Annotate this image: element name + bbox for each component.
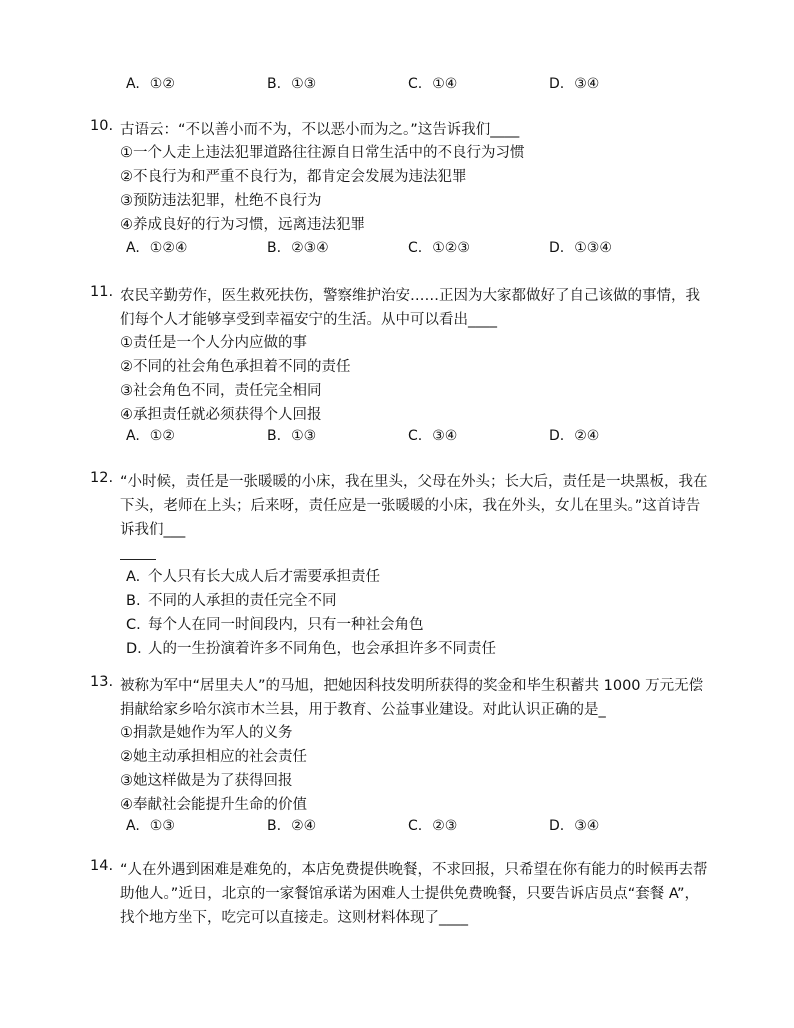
statement-2: ②不良行为和严重不良行为，都肯定会发展为违法犯罪 bbox=[120, 169, 467, 185]
question-stem: “人在外遇到困难是难免的，本店免费提供晚餐，不求回报，只希望在你有能力的时候再去帮助他人。”近日，北京的一家餐馆承诺为困难人士提供免费晚餐，只要告诉店员点“套餐 A”，找个地方坐下，吃完可以直接走。这则材料体现了____ bbox=[120, 862, 708, 926]
option-c[interactable]: C. ③④ bbox=[408, 428, 458, 444]
option-d[interactable]: D. ②④ bbox=[549, 428, 600, 444]
question-number: 13. bbox=[90, 674, 114, 690]
option-a[interactable]: A. ①② bbox=[126, 428, 175, 444]
question-stem: “小时候，责任是一张暖暖的小床，我在里头，父母在外头；长大后，责任是一块黑板，我在下头，老师在上头；后来呀，责任应是一张暖暖的小床，我在外头，女儿在里头。”这首诗告诉我们___ bbox=[120, 474, 708, 538]
statement-2: ②她主动承担相应的社会责任 bbox=[120, 749, 307, 765]
choice-d[interactable]: D. 人的一生扮演着许多不同角色，也会承担许多不同责任 bbox=[126, 641, 496, 657]
option-d[interactable]: D. ①③④ bbox=[549, 240, 612, 256]
option-d[interactable]: D. ③④ bbox=[549, 76, 600, 92]
statement-3: ③预防违法犯罪，杜绝不良行为 bbox=[120, 193, 322, 209]
statement-2: ②不同的社会角色承担着不同的责任 bbox=[120, 359, 351, 375]
option-c[interactable]: C. ①②③ bbox=[408, 240, 470, 256]
question-number: 14. bbox=[90, 858, 114, 874]
answer-blank[interactable] bbox=[120, 559, 156, 560]
option-a[interactable]: A. ①③ bbox=[126, 818, 175, 834]
option-b[interactable]: B. ①③ bbox=[267, 428, 317, 444]
question-10-options bbox=[126, 240, 726, 262]
question-number: 10. bbox=[90, 118, 114, 134]
question-stem: 古语云：“不以善小而不为，不以恶小而为之。”这告诉我们____ bbox=[120, 122, 520, 138]
option-c[interactable]: C. ①④ bbox=[408, 76, 458, 92]
option-a[interactable]: A. ①②④ bbox=[126, 240, 188, 256]
question-13-options bbox=[126, 818, 726, 840]
choice-c[interactable]: C. 每个人在同一时间段内，只有一种社会角色 bbox=[126, 617, 424, 633]
statement-4: ④奉献社会能提升生命的价值 bbox=[120, 797, 307, 813]
statement-3: ③她这样做是为了获得回报 bbox=[120, 773, 293, 789]
statement-4: ④承担责任就必须获得个人回报 bbox=[120, 407, 322, 423]
option-b[interactable]: B. ②③④ bbox=[267, 240, 329, 256]
option-b[interactable]: B. ②④ bbox=[267, 818, 317, 834]
option-d[interactable]: D. ③④ bbox=[549, 818, 600, 834]
question-number: 12. bbox=[90, 470, 114, 486]
option-a[interactable]: A. ①② bbox=[126, 76, 175, 92]
statement-1: ①责任是一个人分内应做的事 bbox=[120, 335, 307, 351]
choice-b[interactable]: B. 不同的人承担的责任完全不同 bbox=[126, 593, 337, 609]
previous-question-options bbox=[126, 76, 726, 98]
question-11-options bbox=[126, 428, 726, 450]
choice-a[interactable]: A. 个人只有长大成人后才需要承担责任 bbox=[126, 569, 380, 585]
statement-1: ①捐款是她作为军人的义务 bbox=[120, 725, 293, 741]
question-stem: 被称为军中“居里夫人”的马旭，把她因科技发明所获得的奖金和毕生积蓄共 1000 万元无偿捐献给家乡哈尔滨市木兰县，用于教育、公益事业建设。对此认识正确的是_ bbox=[120, 678, 704, 718]
option-b[interactable]: B. ①③ bbox=[267, 76, 317, 92]
statement-3: ③社会角色不同，责任完全相同 bbox=[120, 383, 322, 399]
statement-4: ④养成良好的行为习惯，远离违法犯罪 bbox=[120, 217, 365, 233]
question-number: 11. bbox=[90, 284, 114, 300]
statement-1: ①一个人走上违法犯罪道路往往源自日常生活中的不良行为习惯 bbox=[120, 145, 525, 161]
question-stem: 农民辛勤劳作，医生救死扶伤，警察维护治安……正因为大家都做好了自己该做的事情，我们每个人才能够享受到幸福安宁的生活。从中可以看出____ bbox=[120, 288, 700, 328]
option-c[interactable]: C. ②③ bbox=[408, 818, 458, 834]
